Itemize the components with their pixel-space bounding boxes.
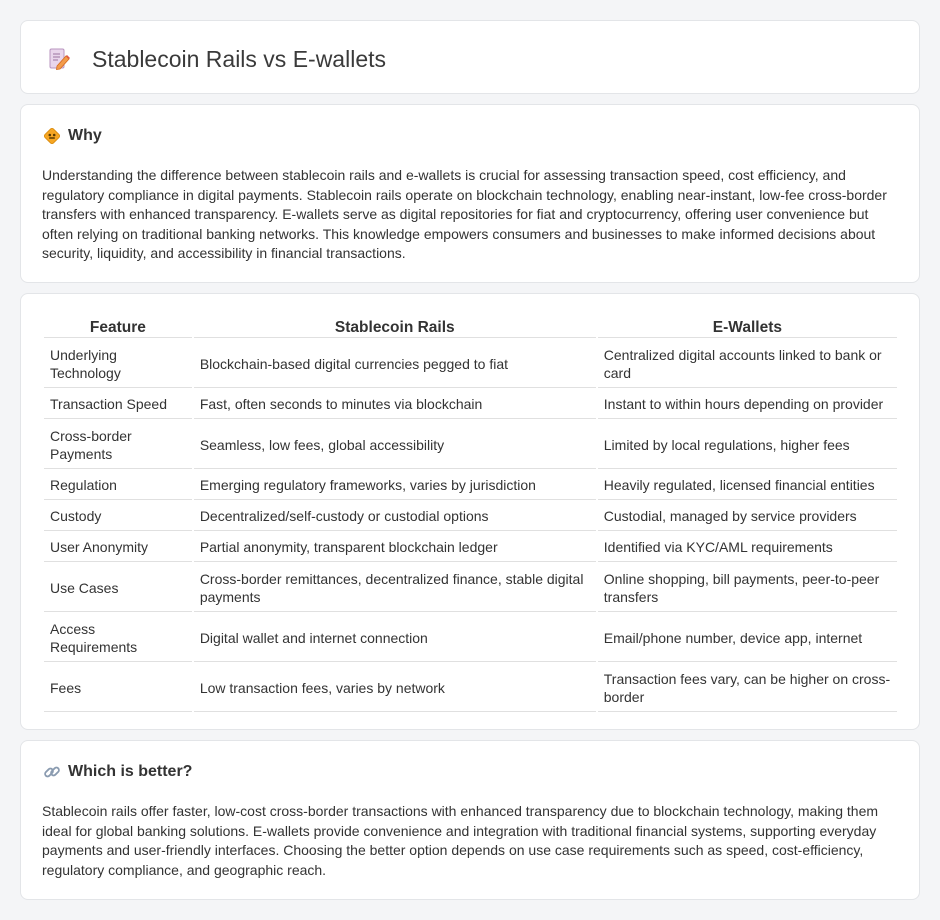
comparison-table <box>42 316 899 714</box>
e-wallet-cell: Limited by local regulations, higher fees <box>598 421 897 469</box>
stablecoin-cell: Digital wallet and internet connection <box>194 614 596 662</box>
why-body: Understanding the difference between stablecoin rails and e-wallets is crucial for assessing transaction speed, cost efficiency, and regulatory compliance in digital payments. Stablecoin rails operate on blockchain technology, enabling near-instant, low-fee cross-border transfers with enhanced transparency. E-wallets serve as digital repositories for fiat and cryptocurrency, offering user convenience but often relying on traditional banking networks. This knowledge empowers consumers and businesses to make informed decisions about security, liquidity, and accessibility in financial transactions. <box>42 167 887 262</box>
header-e-wallets: E-Wallets <box>598 318 897 338</box>
e-wallet-cell: Heavily regulated, licensed financial entities <box>598 471 897 500</box>
table-row <box>44 421 897 469</box>
table-row <box>44 614 897 662</box>
stablecoin-cell: Seamless, low fees, global accessibility <box>194 421 596 469</box>
feature-cell: Underlying Technology <box>44 340 192 388</box>
e-wallet-cell: Centralized digital accounts linked to bank or card <box>598 340 897 388</box>
feature-cell: Fees <box>44 664 192 712</box>
table-row <box>44 340 897 388</box>
e-wallet-cell: Instant to within hours depending on provider <box>598 390 897 419</box>
why-title: Why <box>68 127 102 144</box>
table-row <box>44 564 897 612</box>
why-heading <box>42 125 102 147</box>
stablecoin-cell: Cross-border remittances, decentralized finance, stable digital payments <box>194 564 596 612</box>
better-body: Stablecoin rails offer faster, low-cost cross-border transactions with enhanced transparency due to blockchain technology, making them ideal for global banking solutions. E-wallets provide convenience and integration with traditional financial systems, supporting everyday payments and user-friendly interfaces. Choosing the better option depends on use case requirements such as speed, cost-efficiency, regulatory compliance, and geographic reach. <box>42 803 879 878</box>
stablecoin-cell: Blockchain-based digital currencies pegged to fiat <box>194 340 596 388</box>
feature-cell: Custody <box>44 502 192 531</box>
feature-cell: Use Cases <box>44 564 192 612</box>
header-stablecoin-rails: Stablecoin Rails <box>194 318 596 338</box>
table-header-row <box>44 318 897 338</box>
comparison-section <box>20 293 920 730</box>
diamond-sign-icon <box>42 126 62 146</box>
better-title: Which is better? <box>68 763 193 780</box>
which-is-better-section <box>20 740 920 900</box>
feature-cell: User Anonymity <box>44 533 192 562</box>
table-row <box>44 664 897 712</box>
feature-cell: Cross-border Payments <box>44 421 192 469</box>
table-row <box>44 471 897 500</box>
table-row <box>44 502 897 531</box>
feature-cell: Regulation <box>44 471 192 500</box>
table-row <box>44 390 897 419</box>
e-wallet-cell: Identified via KYC/AML requirements <box>598 533 897 562</box>
stablecoin-cell: Low transaction fees, varies by network <box>194 664 596 712</box>
link-icon <box>42 762 62 782</box>
header-feature: Feature <box>44 318 192 338</box>
stablecoin-cell: Emerging regulatory frameworks, varies by jurisdiction <box>194 471 596 500</box>
feature-cell: Transaction Speed <box>44 390 192 419</box>
table-row <box>44 533 897 562</box>
why-section <box>20 104 920 283</box>
stablecoin-cell: Partial anonymity, transparent blockchain ledger <box>194 533 596 562</box>
title-card <box>20 20 920 94</box>
stablecoin-cell: Fast, often seconds to minutes via blockchain <box>194 390 596 419</box>
page-title: Stablecoin Rails vs E-wallets <box>92 46 387 72</box>
e-wallet-cell: Email/phone number, device app, internet <box>598 614 897 662</box>
feature-cell: Access Requirements <box>44 614 192 662</box>
document-pencil-icon <box>47 47 71 71</box>
stablecoin-cell: Decentralized/self-custody or custodial options <box>194 502 596 531</box>
e-wallet-cell: Transaction fees vary, can be higher on cross-border <box>598 664 897 712</box>
e-wallet-cell: Online shopping, bill payments, peer-to-peer transfers <box>598 564 897 612</box>
e-wallet-cell: Custodial, managed by service providers <box>598 502 897 531</box>
better-heading <box>42 761 192 783</box>
